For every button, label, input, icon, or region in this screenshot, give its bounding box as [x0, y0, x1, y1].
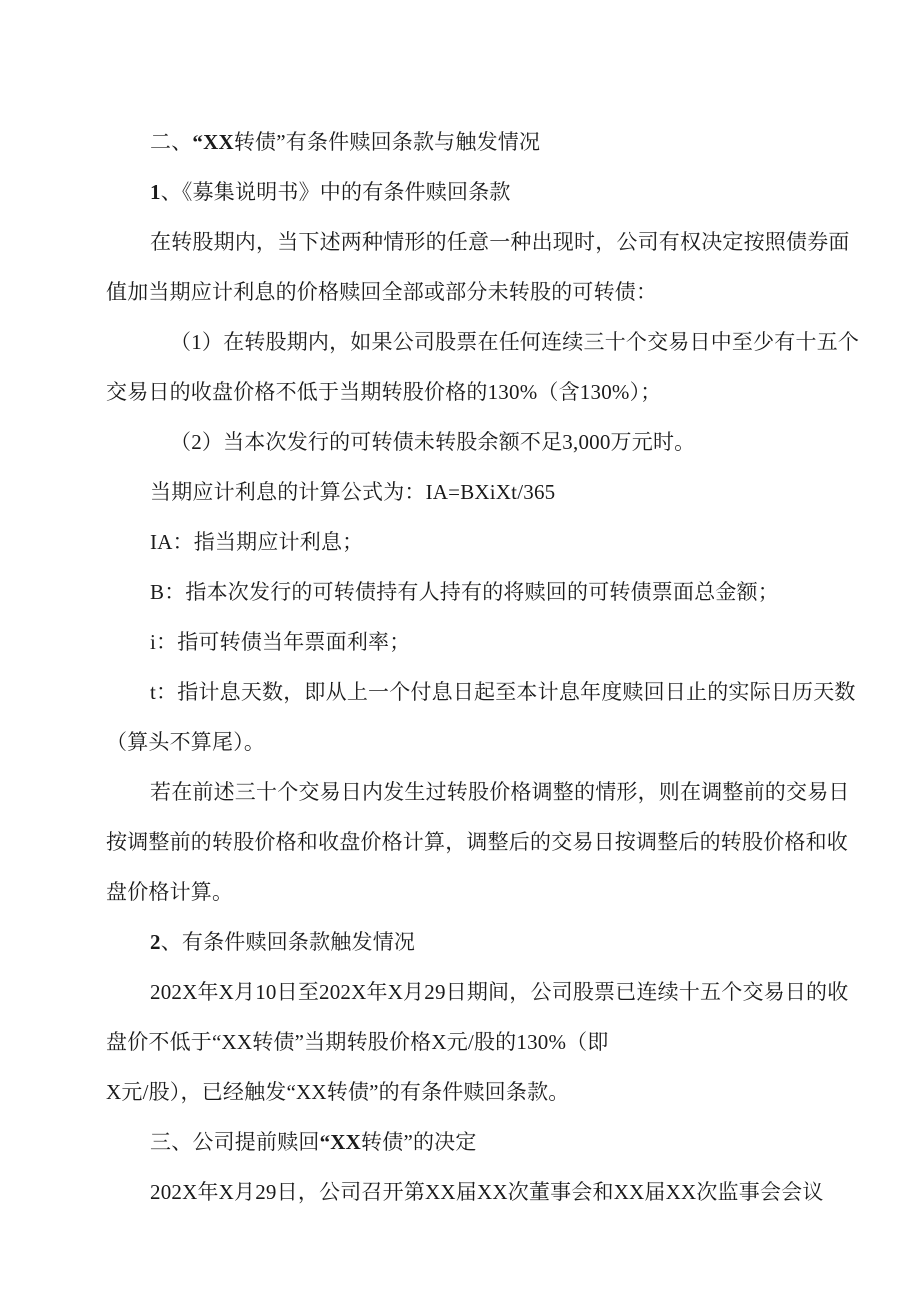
paragraph-line: 若在前述三十个交易日内发生过转股价格调整的情形，则在调整前的交易日: [150, 780, 850, 804]
definition-t: t：指计息天数，即从上一个付息日起至本计息年度赎回日止的实际日历天数: [150, 680, 856, 704]
heading-bold-name: “XX: [319, 1130, 362, 1154]
subheading-1: [150, 178, 511, 206]
heading-prefix: 三、公司提前赎回: [150, 1130, 320, 1154]
subheading-text: 、有条件赎回条款触发情况: [160, 930, 416, 954]
subheading-text: 、《募集说明书》中的有条件赎回条款: [160, 180, 511, 204]
heading-suffix: 转债”的决定: [361, 1130, 477, 1154]
list-item-2: （2）当本次发行的可转债未转股余额不足3,000万元时。: [170, 430, 696, 454]
subheading-2: [150, 928, 415, 956]
section-heading-2: [150, 128, 540, 156]
heading-suffix: 转债”有条件赎回条款与触发情况: [233, 130, 541, 154]
definition-ia: IA：指当期应计利息；: [150, 530, 364, 554]
heading-prefix: 二、: [150, 130, 193, 154]
heading-bold-name: “XX: [192, 130, 234, 154]
definition-b: B：指本次发行的可转债持有人持有的将赎回的可转债票面总金额；: [150, 580, 780, 604]
paragraph-line: X元/股），已经触发“XX转债”的有条件赎回条款。: [106, 1080, 570, 1104]
paragraph-line: （算头不算尾）。: [106, 730, 266, 754]
paragraph-line: 交易日的收盘价格不低于当期转股价格的130%（含130%）；: [106, 380, 662, 404]
paragraph-line: 202X年X月10日至202X年X月29日期间，公司股票已连续十五个交易日的收: [150, 980, 849, 1004]
paragraph-line: 值加当期应计利息的价格赎回全部或部分未转股的可转债：: [106, 280, 658, 304]
list-item-1: （1）在转股期内，如果公司股票在任何连续三十个交易日中至少有十五个: [170, 330, 860, 354]
subheading-number: 1: [150, 180, 161, 204]
formula-line: 当期应计利息的计算公式为：IA=BXiXt/365: [150, 480, 556, 504]
paragraph-line: 盘价不低于“XX转债”当期转股价格X元/股的130%（即: [106, 1030, 609, 1054]
paragraph-line: 在转股期内，当下述两种情形的任意一种出现时，公司有权决定按照债券面: [150, 230, 850, 254]
section-heading-3: [150, 1128, 477, 1156]
paragraph-line: 按调整前的转股价格和收盘价格计算，调整后的交易日按调整后的转股价格和收: [106, 830, 848, 854]
paragraph-line: 盘价格计算。: [106, 880, 234, 904]
paragraph-line: 202X年X月29日，公司召开第XX届XX次董事会和XX届XX次监事会会议: [150, 1180, 824, 1204]
subheading-number: 2: [150, 930, 161, 954]
definition-i: i：指可转债当年票面利率；: [150, 630, 411, 654]
